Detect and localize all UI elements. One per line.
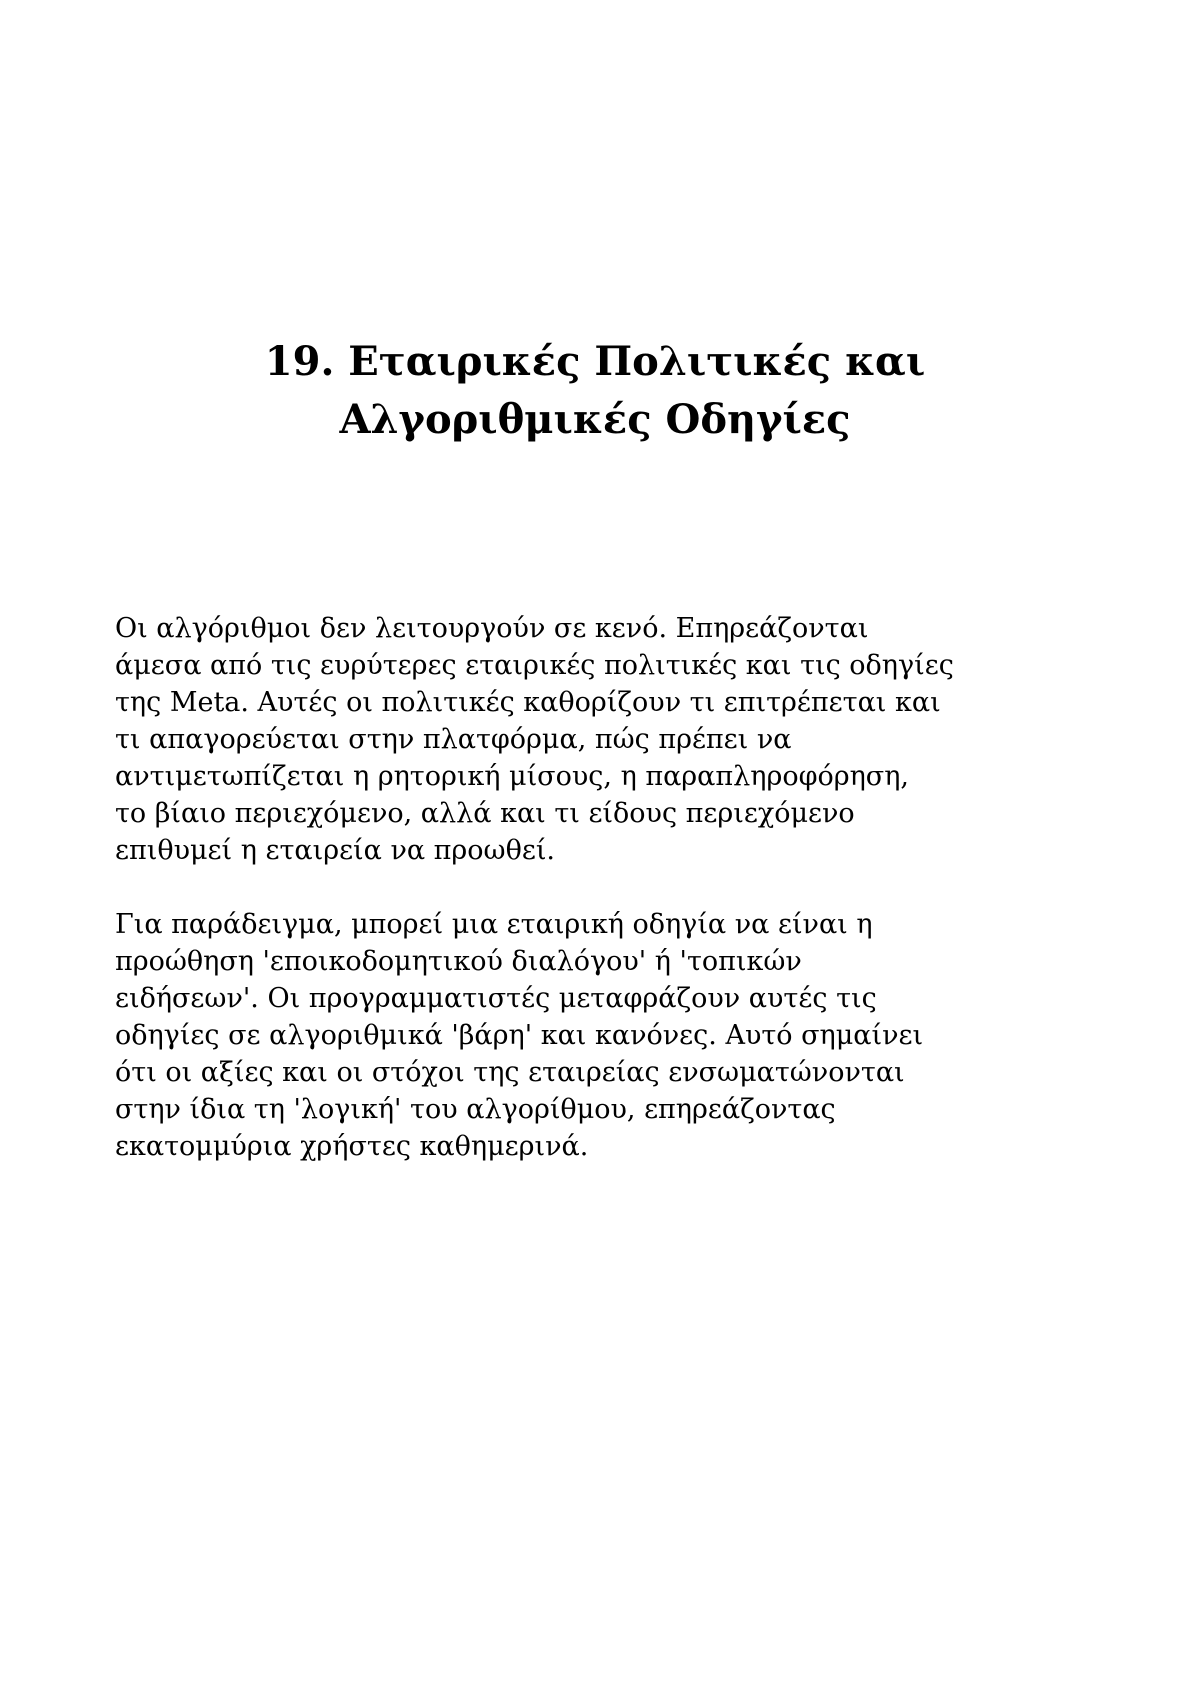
text-line: άμεσα από τις ευρύτερες εταιρικές πολιτικές και τις οδηγίες — [115, 650, 954, 681]
text-line: Οι αλγόριθμοι δεν λειτουργούν σε κενό. Επηρεάζονται — [115, 613, 869, 644]
chapter-title-line: Αλγοριθμικές Οδηγίες — [339, 396, 851, 443]
text-line: το βίαιο περιεχόμενο, αλλά και τι είδους περιεχόμενο — [115, 798, 855, 829]
text-line: επιθυμεί η εταιρεία να προωθεί. — [115, 835, 555, 866]
text-line: εκατομμύρια χρήστες καθημερινά. — [115, 1131, 589, 1162]
chapter-title — [80, 333, 1110, 449]
body-text — [115, 610, 1095, 1165]
chapter-title-line: 19. Εταιρικές Πολιτικές και — [264, 338, 926, 385]
paragraph-algorithms-policies — [115, 610, 1095, 869]
text-line: τι απαγορεύεται στην πλατφόρμα, πώς πρέπει να — [115, 724, 792, 755]
text-line: ειδήσεων'. Οι προγραμματιστές μεταφράζουν αυτές τις — [115, 983, 877, 1014]
text-line: αντιμετωπίζεται η ρητορική μίσους, η παραπληροφόρηση, — [115, 761, 909, 792]
text-line: οδηγίες σε αλγοριθμικά 'βάρη' και κανόνες. Αυτό σημαίνει — [115, 1020, 924, 1051]
text-line: στην ίδια τη 'λογική' του αλγορίθμου, επηρεάζοντας — [115, 1094, 836, 1125]
text-line: Για παράδειγμα, μπορεί μια εταιρική οδηγία να είναι η — [115, 909, 873, 940]
text-line: ότι οι αξίες και οι στόχοι της εταιρείας ενσωματώνονται — [115, 1057, 905, 1088]
paragraph-example-guidelines — [115, 906, 1095, 1165]
text-line: της Meta. Αυτές οι πολιτικές καθορίζουν τι επιτρέπεται και — [115, 687, 941, 718]
text-line: προώθηση 'εποικοδομητικού διαλόγου' ή 'τοπικών — [115, 946, 802, 977]
